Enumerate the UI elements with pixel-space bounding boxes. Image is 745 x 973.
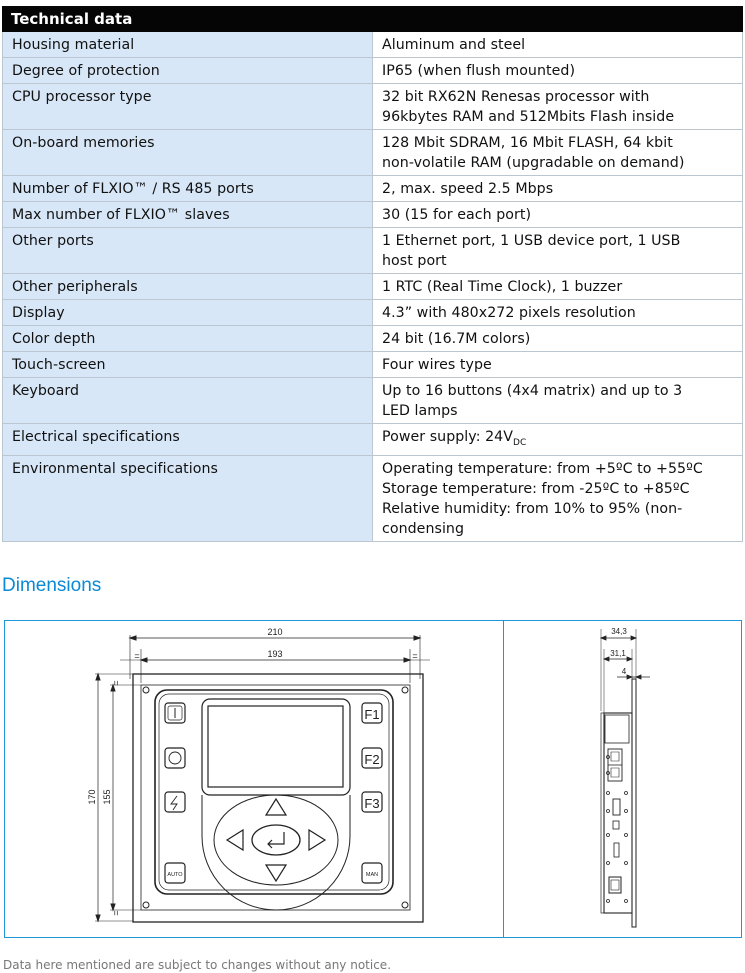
dim-width-inner: 193 <box>267 649 283 659</box>
spec-value-line: 1 Ethernet port, 1 USB device port, 1 USB <box>382 233 681 249</box>
spec-label: Electrical specifications <box>3 424 373 456</box>
spec-value-line: 96kbytes RAM and 512Mbits Flash inside <box>382 109 675 125</box>
dim-depth-body: 31,1 <box>610 649 626 658</box>
spec-label: Other ports <box>3 228 373 274</box>
spec-label: Number of FLXIO™ / RS 485 ports <box>3 176 373 202</box>
table-row <box>3 58 743 84</box>
spec-value-line: 2, max. speed 2.5 Mbps <box>382 181 554 197</box>
dim-height-overall: 170 <box>87 789 97 805</box>
spec-value <box>373 130 743 176</box>
spec-value-line: LED lamps <box>382 403 458 419</box>
key-f2: F2 <box>364 752 380 767</box>
spec-value-line: Aluminum and steel <box>382 37 526 53</box>
key-man: MAN <box>365 872 379 878</box>
table-row <box>3 176 743 202</box>
table-row <box>3 84 743 130</box>
disclaimer-note: Data here mentioned are subject to changes without any notice. <box>3 958 392 972</box>
spec-value <box>373 32 743 58</box>
key-auto: AUTO <box>167 872 183 878</box>
spec-label: Display <box>3 300 373 326</box>
table-row <box>3 326 743 352</box>
spec-label: Keyboard <box>3 378 373 424</box>
spec-value-line: 30 (15 for each port) <box>382 207 532 223</box>
spec-label: Housing material <box>3 32 373 58</box>
spec-value-line: condensing <box>382 520 465 537</box>
spec-label: Other peripherals <box>3 274 373 300</box>
spec-value <box>373 424 743 456</box>
spec-value <box>373 455 743 541</box>
spec-label: Max number of FLXIO™ slaves <box>3 202 373 228</box>
key-f1: F1 <box>364 707 380 722</box>
technical-data-table <box>2 6 743 542</box>
spec-value-line: host port <box>382 253 447 269</box>
spec-value <box>373 352 743 378</box>
spec-label: CPU processor type <box>3 84 373 130</box>
spec-label: On-board memories <box>3 130 373 176</box>
table-row <box>3 300 743 326</box>
table-row <box>3 424 743 456</box>
spec-value <box>373 326 743 352</box>
front-view-drawing <box>5 621 503 937</box>
side-view-drawing <box>505 621 741 937</box>
table-row <box>3 455 743 541</box>
spec-value-line: Four wires type <box>382 357 492 373</box>
equal-mark-left: = <box>134 651 140 661</box>
spec-label: Touch-screen <box>3 352 373 378</box>
dim-panel-offset: 4 <box>621 667 627 676</box>
spec-value-line: Storage temperature: from -25ºC to +85ºC <box>382 480 690 497</box>
table-row <box>3 32 743 58</box>
table-header: Technical data <box>3 7 743 32</box>
spec-value <box>373 84 743 130</box>
spec-value-line: Power supply: 24V <box>382 429 514 445</box>
dimensions-title: Dimensions <box>2 575 102 596</box>
spec-value <box>373 202 743 228</box>
table-row <box>3 202 743 228</box>
spec-value-line: IP65 (when flush mounted) <box>382 63 576 79</box>
spec-value-line: 32 bit RX62N Renesas processor with <box>382 89 650 105</box>
equal-mark-bottom: = <box>111 910 121 916</box>
spec-label: Environmental specifications <box>3 455 373 541</box>
table-row <box>3 378 743 424</box>
spec-value-line: Up to 16 buttons (4x4 matrix) and up to 3 <box>382 383 683 399</box>
spec-value-line: 1 RTC (Real Time Clock), 1 buzzer <box>382 279 623 295</box>
spec-value <box>373 274 743 300</box>
table-row <box>3 130 743 176</box>
dim-width-overall: 210 <box>267 627 283 637</box>
table-row <box>3 274 743 300</box>
spec-value-subscript: DC <box>513 437 527 448</box>
spec-value <box>373 176 743 202</box>
spec-value <box>373 228 743 274</box>
dim-depth-overall: 34,3 <box>611 627 627 636</box>
spec-value-line: non-volatile RAM (upgradable on demand) <box>382 155 685 171</box>
spec-value <box>373 58 743 84</box>
spec-value-line: Operating temperature: from +5ºC to +55ºC <box>382 460 703 477</box>
table-row <box>3 352 743 378</box>
spec-value-line: 4.3” with 480x272 pixels resolution <box>382 305 636 321</box>
table-row <box>3 228 743 274</box>
spec-label: Degree of protection <box>3 58 373 84</box>
spec-value <box>373 300 743 326</box>
spec-value-line: 24 bit (16.7M colors) <box>382 331 531 347</box>
spec-value <box>373 378 743 424</box>
equal-mark-top: = <box>111 680 121 686</box>
spec-value-line: 128 Mbit SDRAM, 16 Mbit FLASH, 64 kbit <box>382 135 673 151</box>
spec-label: Color depth <box>3 326 373 352</box>
key-f3: F3 <box>364 796 380 811</box>
equal-mark-right: = <box>412 651 418 661</box>
dim-height-inner: 155 <box>102 789 112 805</box>
dimensions-divider <box>503 620 504 938</box>
spec-value-line: Relative humidity: from 10% to 95% (non- <box>382 500 683 517</box>
